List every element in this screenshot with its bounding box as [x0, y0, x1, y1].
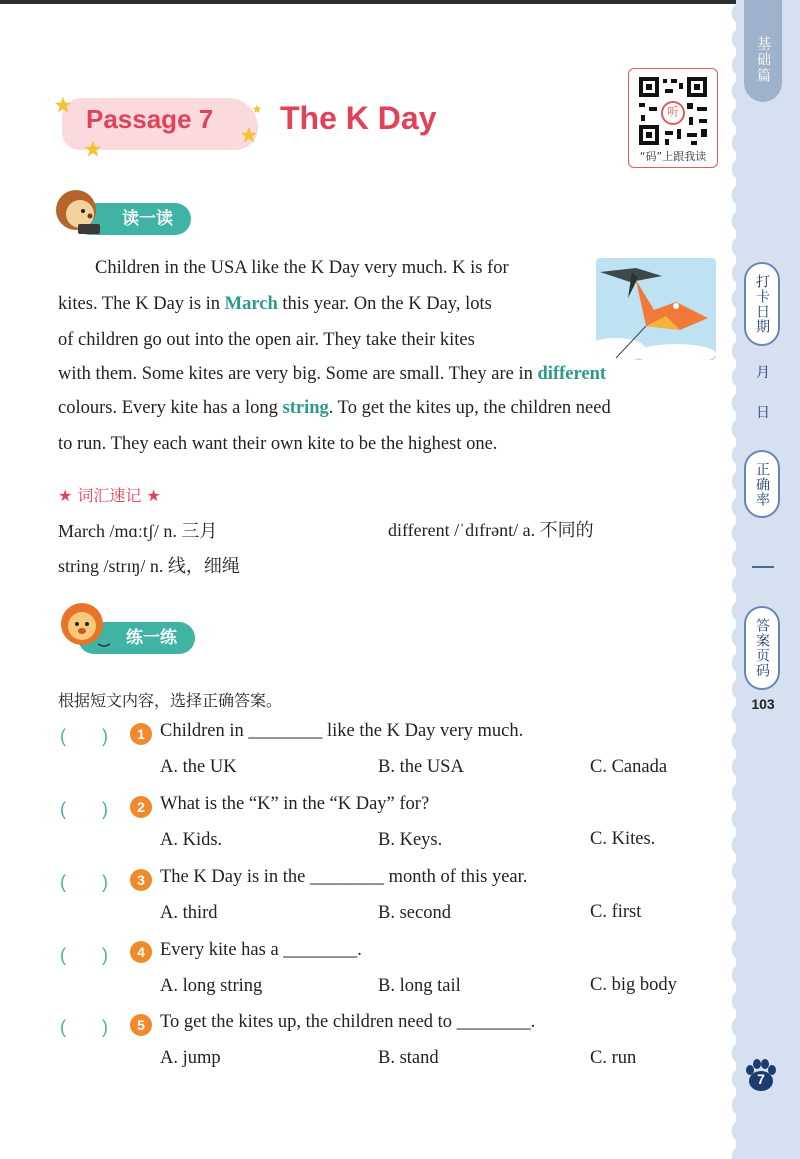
question-text: The K Day is in the ________ month of this year.: [160, 867, 528, 887]
vocab-item: March /mɑːtʃ/ n. 三月: [58, 521, 218, 541]
answer-paren[interactable]: ( ): [60, 872, 108, 892]
option-c[interactable]: C. big body: [590, 975, 677, 995]
hedgehog-reading-icon: [52, 186, 104, 238]
question-number: 4: [130, 941, 152, 963]
option-b[interactable]: B. second: [378, 903, 451, 923]
vocab-item: string /strɪŋ/ n. 线，细绳: [58, 556, 240, 576]
passage-line: Children in the USA like the K Day very much. K is for: [95, 258, 509, 278]
option-c[interactable]: C. run: [590, 1048, 637, 1068]
option-c[interactable]: C. first: [590, 902, 642, 922]
keyword-march: March: [224, 294, 278, 314]
section-tab-basic: 基础篇: [744, 0, 782, 102]
page-number: 7: [757, 1071, 765, 1087]
accuracy-blank-line: [752, 566, 774, 568]
passage-line: with them. Some kites are very big. Some are small. They are in different: [58, 364, 607, 384]
option-b[interactable]: B. stand: [378, 1048, 439, 1068]
option-c[interactable]: C. Canada: [590, 757, 668, 777]
passage-label: Passage 7: [86, 104, 214, 134]
answer-page-label: 答案页码: [744, 606, 780, 690]
option-b[interactable]: B. long tail: [378, 976, 461, 996]
question-text: To get the kites up, the children need to ________.: [160, 1012, 536, 1032]
vocab-heading: ★ 词汇速记 ★: [58, 486, 161, 505]
question-text: What is the “K” in the “K Day” for?: [160, 794, 430, 814]
question-number: 2: [130, 796, 152, 818]
qr-listen-label: 听: [666, 105, 679, 119]
question-text: Children in ________ like the K Day very much.: [160, 721, 524, 741]
qr-caption: “码”上跟我读: [639, 150, 707, 163]
page-top-edge: [0, 0, 800, 4]
star-icon: [84, 140, 102, 158]
answer-paren[interactable]: ( ): [60, 799, 108, 819]
page-title: The K Day: [280, 100, 437, 136]
star-icon: [252, 104, 262, 114]
keyword-different: different: [537, 364, 607, 384]
star-icon: [54, 96, 72, 114]
section-header-practice: 练一练: [78, 622, 195, 654]
star-icon: [240, 126, 258, 144]
option-a[interactable]: A. long string: [160, 976, 263, 996]
question-number: 3: [130, 869, 152, 891]
option-b[interactable]: B. the USA: [378, 757, 464, 777]
instruction-text: 根据短文内容，选择正确答案。: [58, 691, 283, 710]
option-a[interactable]: A. third: [160, 903, 218, 923]
answer-paren[interactable]: ( ): [60, 726, 108, 746]
answer-paren[interactable]: ( ): [60, 1017, 108, 1037]
page-number-paw-icon: [744, 1058, 778, 1092]
passage-line: to run. They each want their own kite to be the highest one.: [58, 434, 498, 454]
vocab-item: different /ˈdɪfrənt/ a. 不同的: [388, 520, 594, 540]
checkin-date-label: 打卡日期: [744, 262, 780, 346]
passage-line: kites. The K Day is in March this year. On the K Day, lots: [58, 294, 492, 314]
option-b[interactable]: B. Keys.: [378, 830, 443, 850]
kites-illustration: [596, 258, 716, 360]
question-number: 1: [130, 723, 152, 745]
lion-icon: [58, 600, 110, 652]
passage-line: of children go out into the open air. They take their kites: [58, 330, 475, 350]
month-label: 月: [756, 365, 770, 381]
option-a[interactable]: A. jump: [160, 1048, 221, 1068]
answer-page-number: 103: [751, 696, 775, 712]
accuracy-label: 正确率: [744, 450, 780, 518]
question-number: 5: [130, 1014, 152, 1036]
option-a[interactable]: A. Kids.: [160, 830, 223, 850]
option-a[interactable]: A. the UK: [160, 757, 237, 777]
passage-line: colours. Every kite has a long string. To get the kites up, the children need: [58, 398, 611, 418]
side-scallop-edge: [722, 0, 750, 1159]
answer-paren[interactable]: ( ): [60, 945, 108, 965]
day-label: 日: [756, 405, 770, 421]
keyword-string: string: [282, 398, 329, 418]
section-header-read: 读一读: [74, 203, 191, 235]
question-text: Every kite has a ________.: [160, 940, 362, 960]
option-c[interactable]: C. Kites.: [590, 829, 656, 849]
